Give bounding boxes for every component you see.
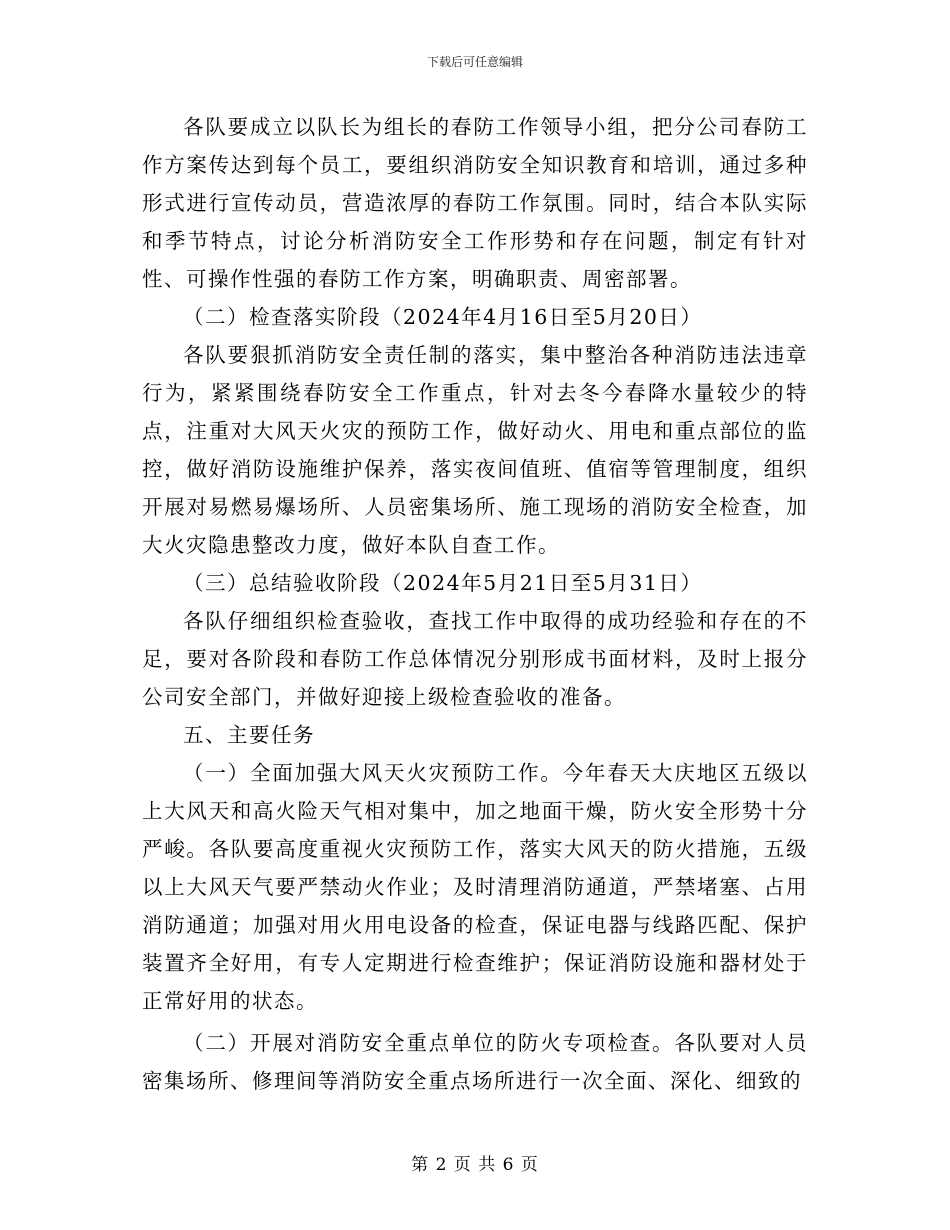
section-heading-summary-phase: （三）总结验收阶段（2024年5月21日至5月31日） (183, 571, 703, 595)
page-footer (0, 1154, 950, 1176)
page-header: 下载后可任意编辑 (426, 55, 523, 69)
paragraph-preparation-body: 各队要成立以队长为组长的春防工作领导小组，把分公司春防工作方案传达到每个员工，要组织消防安全知识教育和培训，通过多种形式进行宣传动员，营造浓厚的春防工作氛围。同时，结合本队实际和季节特点，讨论分析消防安全工作形势和存在问题，制定有针对性、可操作性强的春防工作方案，明确职责、周密部署。 (142, 115, 808, 291)
paragraph-task-one: （一）全面加强大风天火灾预防工作。今年春天大庆地区五级以上大风天和高火险天气相对集中，加之地面干燥，防火安全形势十分严峻。各队要高度重视火灾预防工作，落实大风天的防火措施，五级以上大风天气要严禁动火作业；及时清理消防通道，严禁堵塞、占用消防通道；加强对用火用电设备的检查，保证电器与线路匹配、保护装置齐全好用，有专人定期进行检查维护；保证消防设施和器材处于正常好用的状态。 (142, 761, 808, 1013)
section-heading-inspection-phase: （二）检查落实阶段（2024年4月16日至5月20日） (183, 305, 703, 329)
page-number-label: 第 2 页 共 6 页 (411, 1155, 539, 1175)
paragraph-inspection-body: 各队要狠抓消防安全责任制的落实，集中整治各种消防违法违章行为，紧紧围绕春防安全工作重点，针对去冬今春降水量较少的特点，注重对大风天火灾的预防工作，做好动火、用电和重点部位的监控，做好消防设施维护保养，落实夜间值班、值宿等管理制度，组织开展对易燃易爆场所、人员密集场所、施工现场的消防安全检查，加大火灾隐患整改力度，做好本队自查工作。 (142, 343, 808, 557)
document-body (142, 108, 808, 1100)
paragraph-summary-body: 各队仔细组织检查验收，查找工作中取得的成功经验和存在的不足，要对各阶段和春防工作总体情况分别形成书面材料，及时上报分公司安全部门，并做好迎接上级检查验收的准备。 (142, 609, 808, 709)
section-heading-main-tasks: 五、主要任务 (183, 723, 315, 747)
paragraph-task-two: （二）开展对消防安全重点单位的防火专项检查。各队要对人员密集场所、修理间等消防安全重点场所进行一次全面、深化、细致的 (142, 1031, 808, 1093)
